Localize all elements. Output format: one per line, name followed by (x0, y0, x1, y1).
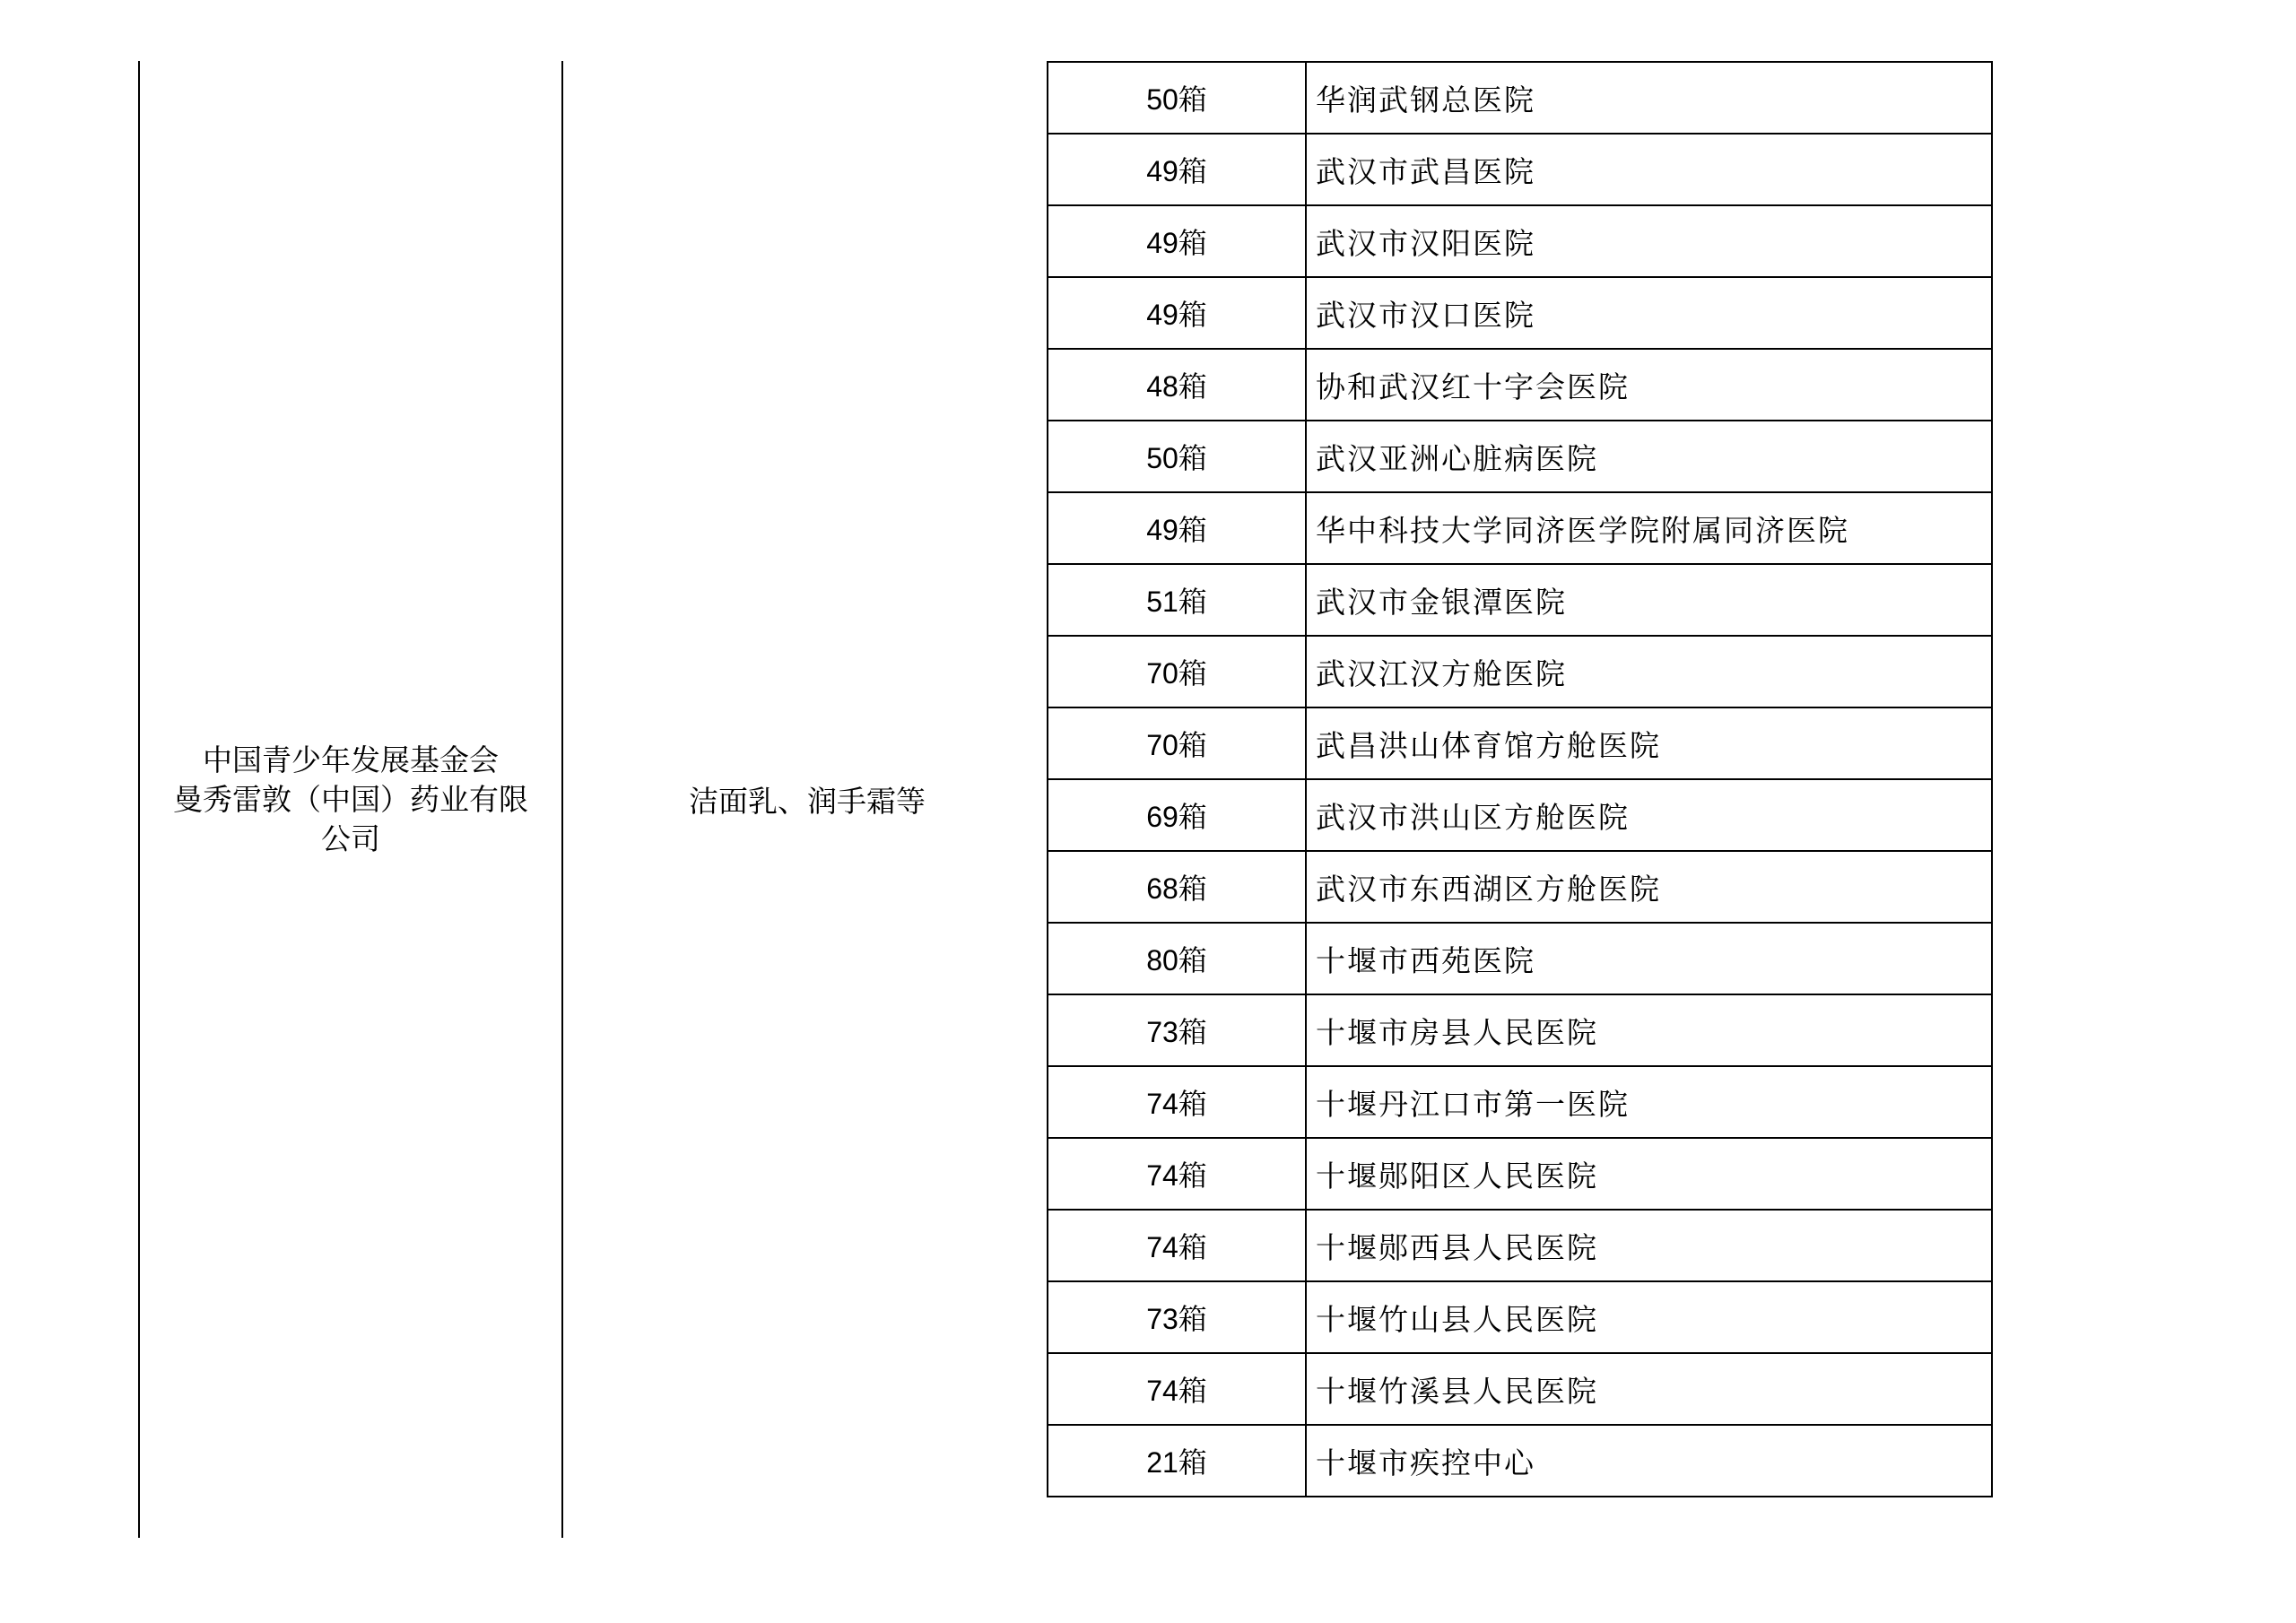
quantity-cell (1048, 1138, 1306, 1210)
quantity-unit: 箱 (1178, 1087, 1207, 1121)
quantity-value: 73 (1146, 1016, 1178, 1048)
quantity-unit: 箱 (1178, 1445, 1207, 1480)
table-row (1048, 134, 1992, 205)
recipient-cell: 十堰丹江口市第一医院 (1306, 1066, 1992, 1138)
quantity-cell (1048, 851, 1306, 923)
recipient-cell: 十堰市西苑医院 (1306, 923, 1992, 994)
quantity-unit: 箱 (1178, 943, 1207, 977)
table-row (1048, 62, 1992, 134)
recipient-cell: 武汉市金银潭医院 (1306, 564, 1992, 636)
table-row (1048, 636, 1992, 707)
recipient-cell: 武昌洪山体育馆方舱医院 (1306, 707, 1992, 779)
table-row (1048, 851, 1992, 923)
quantity-value: 74 (1146, 1088, 1178, 1120)
quantity-cell (1048, 349, 1306, 421)
quantity-value: 74 (1146, 1159, 1178, 1192)
quantity-cell (1048, 277, 1306, 349)
table-row (1048, 923, 1992, 994)
recipient-cell: 武汉市汉阳医院 (1306, 205, 1992, 277)
table-row (1048, 1066, 1992, 1138)
quantity-value: 49 (1146, 514, 1178, 546)
quantity-cell (1048, 994, 1306, 1066)
table-row (1048, 492, 1992, 564)
recipient-cell: 协和武汉红十字会医院 (1306, 349, 1992, 421)
table-row (1048, 1281, 1992, 1353)
recipient-cell: 十堰竹山县人民医院 (1306, 1281, 1992, 1353)
donor-line-1: 中国青少年发展基金会 (203, 742, 499, 777)
goods-description: 洁面乳、润手霜等 (689, 784, 926, 819)
table-row (1048, 205, 1992, 277)
quantity-cell (1048, 1210, 1306, 1281)
donor-line-2: 曼秀雷敦（中国）药业有限 (173, 781, 528, 817)
quantity-cell (1048, 62, 1306, 134)
quantity-cell (1048, 492, 1306, 564)
table-row (1048, 1210, 1992, 1281)
quantity-value: 50 (1146, 442, 1178, 474)
table-row (1048, 994, 1992, 1066)
quantity-unit: 箱 (1178, 656, 1207, 690)
quantity-unit: 箱 (1178, 800, 1207, 834)
quantity-value: 48 (1146, 370, 1178, 403)
table-row (1048, 277, 1992, 349)
recipient-cell: 十堰郧西县人民医院 (1306, 1210, 1992, 1281)
quantity-unit: 箱 (1178, 1159, 1207, 1193)
quantity-value: 80 (1146, 944, 1178, 976)
quantity-unit: 箱 (1178, 1302, 1207, 1336)
quantity-value: 69 (1146, 801, 1178, 833)
quantity-cell (1048, 1066, 1306, 1138)
recipient-cell: 华润武钢总医院 (1306, 62, 1992, 134)
quantity-value: 49 (1146, 299, 1178, 331)
donor-cell (140, 61, 561, 1538)
quantity-unit: 箱 (1178, 1374, 1207, 1408)
quantity-unit: 箱 (1178, 728, 1207, 762)
table-row (1048, 421, 1992, 492)
quantity-unit: 箱 (1178, 513, 1207, 547)
distribution-table (1047, 61, 1993, 1497)
recipient-cell: 武汉市洪山区方舱医院 (1306, 779, 1992, 851)
quantity-value: 49 (1146, 227, 1178, 259)
table-row (1048, 1353, 1992, 1425)
quantity-unit: 箱 (1178, 226, 1207, 260)
recipient-cell: 十堰竹溪县人民医院 (1306, 1353, 1992, 1425)
quantity-unit: 箱 (1178, 585, 1207, 619)
recipient-cell: 武汉市武昌医院 (1306, 134, 1992, 205)
donor-line-3: 公司 (321, 820, 380, 856)
recipient-cell: 十堰市疾控中心 (1306, 1425, 1992, 1497)
recipient-cell: 武汉市东西湖区方舱医院 (1306, 851, 1992, 923)
quantity-cell (1048, 1425, 1306, 1497)
recipient-cell: 武汉亚洲心脏病医院 (1306, 421, 1992, 492)
quantity-value: 21 (1146, 1446, 1178, 1479)
quantity-cell (1048, 636, 1306, 707)
table-row (1048, 1425, 1992, 1497)
recipient-cell: 武汉市汉口医院 (1306, 277, 1992, 349)
quantity-cell (1048, 1353, 1306, 1425)
quantity-unit: 箱 (1178, 872, 1207, 906)
quantity-value: 51 (1146, 586, 1178, 618)
quantity-value: 50 (1146, 83, 1178, 116)
quantity-value: 68 (1146, 872, 1178, 905)
quantity-unit: 箱 (1178, 298, 1207, 332)
quantity-value: 73 (1146, 1303, 1178, 1335)
quantity-cell (1048, 923, 1306, 994)
quantity-cell (1048, 779, 1306, 851)
quantity-unit: 箱 (1178, 82, 1207, 117)
quantity-cell (1048, 564, 1306, 636)
quantity-unit: 箱 (1178, 1015, 1207, 1049)
quantity-unit: 箱 (1178, 369, 1207, 404)
quantity-value: 74 (1146, 1231, 1178, 1263)
quantity-value: 49 (1146, 155, 1178, 187)
quantity-cell (1048, 134, 1306, 205)
quantity-unit: 箱 (1178, 441, 1207, 475)
distribution-table-body (1048, 62, 1992, 1497)
recipient-cell: 十堰市房县人民医院 (1306, 994, 1992, 1066)
table-row (1048, 779, 1992, 851)
recipient-cell: 十堰郧阳区人民医院 (1306, 1138, 1992, 1210)
quantity-unit: 箱 (1178, 154, 1207, 188)
quantity-cell (1048, 707, 1306, 779)
table-row (1048, 1138, 1992, 1210)
recipient-cell: 武汉江汉方舱医院 (1306, 636, 1992, 707)
quantity-value: 74 (1146, 1375, 1178, 1407)
quantity-cell (1048, 205, 1306, 277)
table-row (1048, 564, 1992, 636)
quantity-cell (1048, 421, 1306, 492)
table-row (1048, 349, 1992, 421)
table-row (1048, 707, 1992, 779)
goods-cell (563, 61, 1051, 1538)
quantity-value: 70 (1146, 657, 1178, 690)
recipient-cell: 华中科技大学同济医学院附属同济医院 (1306, 492, 1992, 564)
quantity-cell (1048, 1281, 1306, 1353)
quantity-value: 70 (1146, 729, 1178, 761)
quantity-unit: 箱 (1178, 1230, 1207, 1264)
